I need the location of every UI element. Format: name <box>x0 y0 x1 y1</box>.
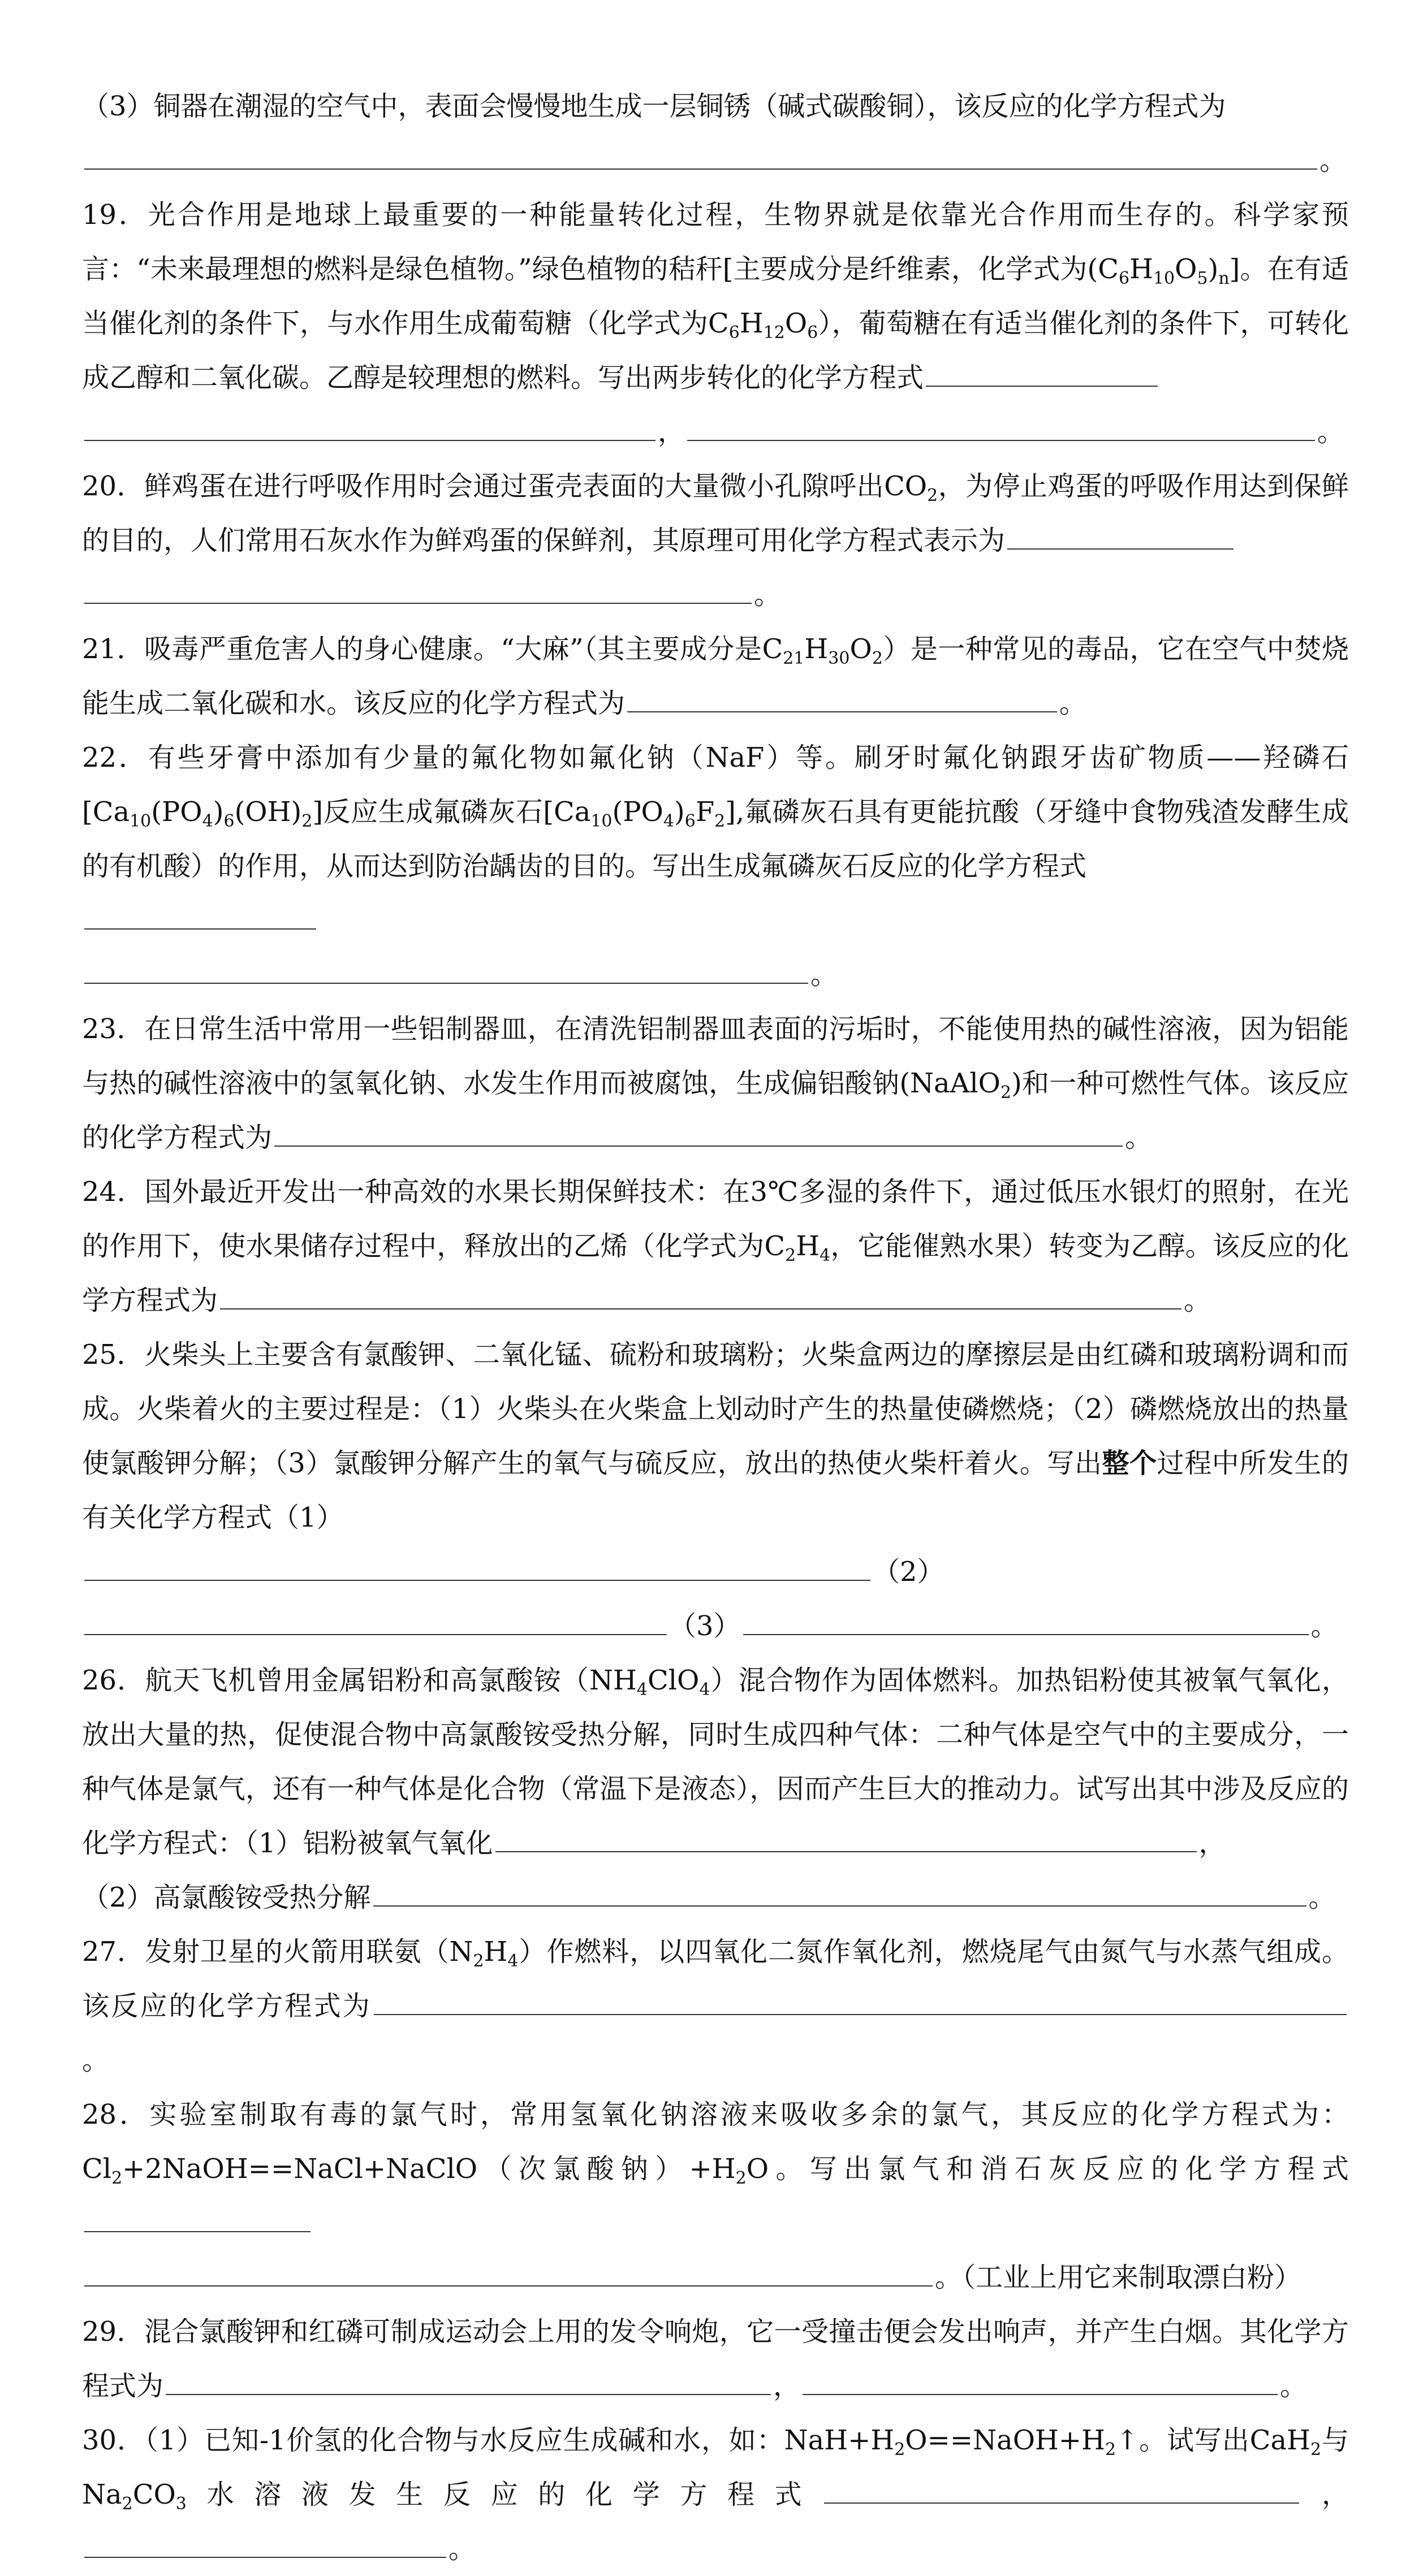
question-24 <box>82 1165 1349 1328</box>
answer-blank-1[interactable] <box>495 1822 1197 1852</box>
answer-blank-1[interactable] <box>84 1550 870 1581</box>
question-text: 混合氯酸钾和红磷可制成运动会上用的发令响炮，它一受撞击便会发出响声，并产生白烟。其化学方程式为 <box>82 2316 1349 2402</box>
answer-blank-2[interactable] <box>84 1605 667 1635</box>
question-28 <box>82 2087 1349 2305</box>
question-21 <box>82 622 1349 731</box>
part-label-3: （3） <box>669 1610 741 1642</box>
question-23 <box>82 1002 1349 1165</box>
question-number: 19． <box>82 199 148 231</box>
answer-blank-1[interactable] <box>824 2473 1299 2504</box>
question-text: 火柴头上主要含有氯酸钾、二氧化锰、硫粉和玻璃粉；火柴盒两边的摩擦层是由红磷和玻璃粉调和而成。火柴着火的主要过程是：（1）火柴头在火柴盒上划动时产生的热量使磷燃烧；（2）磷燃烧放出的热量使氯酸钾分解；（3）氯酸钾分解产生的氧气与硫反应，放出的热使火柴杆着火。写出整个过程中所发生的有关化学方程式（1） <box>82 1339 1349 1533</box>
punctuation: ， <box>1198 1827 1226 1859</box>
question-number: 25． <box>82 1339 144 1371</box>
answer-blank-3[interactable] <box>743 1605 1309 1635</box>
question-text: 航天飞机曾用金属铝粉和高氯酸铵$(NH_4ClO_4)$混合物作为固体燃料。加热铝粉使其被氧气氧化，放出大量的热，促使混合物中高氯酸铵受热分解，同时生成四种气体：二种气体是空气中的主要成分，一种气体是氯气，还有一种气体是化合物（常温下是液态），因而产生巨大的推动力。试写出其中涉及反应的化学方程式：（1）铝粉被氧气氧化 <box>82 1665 1349 1859</box>
punctuation: 。 <box>448 2533 476 2565</box>
punctuation: 。 <box>1317 416 1345 448</box>
answer-blank-1[interactable] <box>166 2365 771 2395</box>
question-number: 22． <box>82 742 148 773</box>
part-label-2: （2）高氯酸铵受热分解 <box>82 1882 371 1913</box>
worksheet-page <box>82 79 1349 2576</box>
answer-blank[interactable] <box>220 1279 1181 1309</box>
answer-blank[interactable] <box>627 682 1057 712</box>
question-number: 20． <box>82 470 144 502</box>
answer-blank[interactable] <box>84 139 1317 170</box>
punctuation: 。 <box>1319 145 1347 176</box>
answer-blank[interactable] <box>374 1985 1347 2015</box>
question-number: 24． <box>82 1176 145 1208</box>
answer-blank-2[interactable] <box>84 2527 446 2558</box>
question-text: 发射卫星的火箭用联氨$(N_2H_4)$作燃料，以四氧化二氮作氧化剂，燃烧尾气由氮气与水蒸气组成。该反应的化学方程式为 <box>82 1936 1349 2022</box>
answer-blank-1-cont[interactable] <box>84 410 655 441</box>
question-text: 吸毒严重危害人的身心健康。“大麻”（其主要成分是$C_{21}H_{30}O_2$）是一种常见的毒品，它在空气中焚烧能生成二氧化碳和水。该反应的化学方程式为 <box>82 633 1349 719</box>
punctuation: 。 <box>1308 1882 1336 1913</box>
question-text: 光合作用是地球上最重要的一种能量转化过程，生物界就是依靠光合作用而生存的。科学家预言：“未来最理想的燃料是绿色植物。”绿色植物的秸秆[主要成分是纤维素，化学式为$(C_6H_{10}O_5)_n$]。在有适当催化剂的条件下，与水作用生成葡萄糖（化学式为$C_6H_{12}O_6$），葡萄糖在有适当催化剂的条件下，可转化成乙醇和二氧化碳。乙醇是较理想的燃料。写出两步转化的化学方程式 <box>82 199 1349 394</box>
question-20 <box>82 459 1349 622</box>
answer-blank[interactable] <box>84 2202 310 2232</box>
part-label-2: （2） <box>873 1556 944 1588</box>
punctuation: 。 <box>1125 1122 1153 1153</box>
punctuation: 。 <box>1310 1610 1338 1642</box>
answer-blank-cont[interactable] <box>84 2256 933 2287</box>
question-text: 在日常生活中常用一些铝制器皿，在清洗铝制器皿表面的污垢时，不能使用热的碱性溶液，因为铝能与热的碱性溶液中的氢氧化钠、水发生作用而被腐蚀，生成偏铝酸钠(NaAlO$_2$)和一种可燃性气体。该反应的化学方程式为 <box>82 1013 1349 1153</box>
question-29 <box>82 2305 1349 2413</box>
question-number: 28． <box>82 2099 150 2130</box>
answer-blank[interactable] <box>1007 519 1233 550</box>
punctuation: 。 <box>754 579 782 611</box>
question-number: 30． <box>82 2424 145 2456</box>
answer-blank-2[interactable] <box>373 1876 1306 1907</box>
answer-blank[interactable] <box>274 1116 1123 1147</box>
punctuation: 。 <box>82 2045 110 2076</box>
question-number: 26． <box>82 1665 145 1696</box>
answer-blank-1[interactable] <box>926 356 1158 387</box>
answer-blank-2[interactable] <box>803 2365 1278 2395</box>
question-number: 29． <box>82 2316 144 2348</box>
question-text: （3）铜器在潮湿的空气中，表面会慢慢地生成一层铜锈（碱式碳酸铜），该反应的化学方程式为 <box>82 90 1226 122</box>
question-text: 鲜鸡蛋在进行呼吸作用时会通过蛋壳表面的大量微小孔隙呼出$CO_2$，为停止鸡蛋的呼吸作用达到保鲜的目的，人们常用石灰水作为鲜鸡蛋的保鲜剂，其原理可用化学方程式表示为 <box>82 470 1349 556</box>
answer-blank[interactable] <box>84 899 316 930</box>
answer-blank-2[interactable] <box>687 410 1315 441</box>
question-22 <box>82 731 1349 1002</box>
question-text: 国外最近开发出一种高效的水果长期保鲜技术：在3℃多湿的条件下，通过低压水银灯的照射，在光的作用下，使水果储存过程中，释放出的乙烯（化学式为$C_2H_4$，它能催熟水果）转变为乙醇。该反应的化学方程式为 <box>82 1176 1349 1316</box>
question-18-part-3 <box>82 79 1349 188</box>
question-26 <box>82 1653 1349 1925</box>
question-number: 27． <box>82 1936 145 1968</box>
question-19 <box>82 188 1349 459</box>
punctuation: 。（工业上用它来制取漂白粉） <box>935 2262 1302 2293</box>
question-text: 有些牙膏中添加有少量的氟化物如氟化钠（NaF）等。刷牙时氟化钠跟牙齿矿物质——羟磷石$[Ca_{10}(PO_4)_6(OH)_2]$反应生成氟磷灰石$[Ca_{10}(PO_4)_6F_2]$,氟磷灰石具有更能抗酸（牙缝中食物残渣发酵生成的有机酸）的作用，从而达到防治龋齿的目的。写出生成氟磷灰石反应的化学方程式 <box>82 742 1349 882</box>
question-text: （1）已知-1价氢的化合物与水反应生成碱和水，如：$NaH+H_2O==NaOH+H_2↑$。试写出CaH$_2$与$Na_2CO_3$水溶液发生反应的化学方程式 <box>82 2424 1349 2514</box>
punctuation: ， <box>658 416 685 448</box>
punctuation: ， <box>1301 2479 1349 2510</box>
question-number: 23． <box>82 1013 144 1045</box>
punctuation: 。 <box>1059 688 1087 719</box>
punctuation: 。 <box>810 959 838 991</box>
question-30 <box>82 2413 1349 2576</box>
punctuation: 。 <box>1280 2370 1308 2402</box>
question-25 <box>82 1328 1349 1653</box>
answer-blank-cont[interactable] <box>84 573 752 604</box>
question-27 <box>82 1925 1349 2087</box>
punctuation: ， <box>773 2370 801 2402</box>
punctuation: 。 <box>1184 1285 1211 1316</box>
question-text: 实验室制取有毒的氯气时，常用氢氧化钠溶液来吸收多余的氯气，其反应的化学方程式为：$Cl_2+2NaOH==NaCl+NaClO$（次氯酸钠）$+H_2O$。写出氯气和消石灰反应的化学方程式 <box>82 2099 1349 2188</box>
answer-blank-cont[interactable] <box>84 953 808 984</box>
question-number: 21． <box>82 633 145 665</box>
